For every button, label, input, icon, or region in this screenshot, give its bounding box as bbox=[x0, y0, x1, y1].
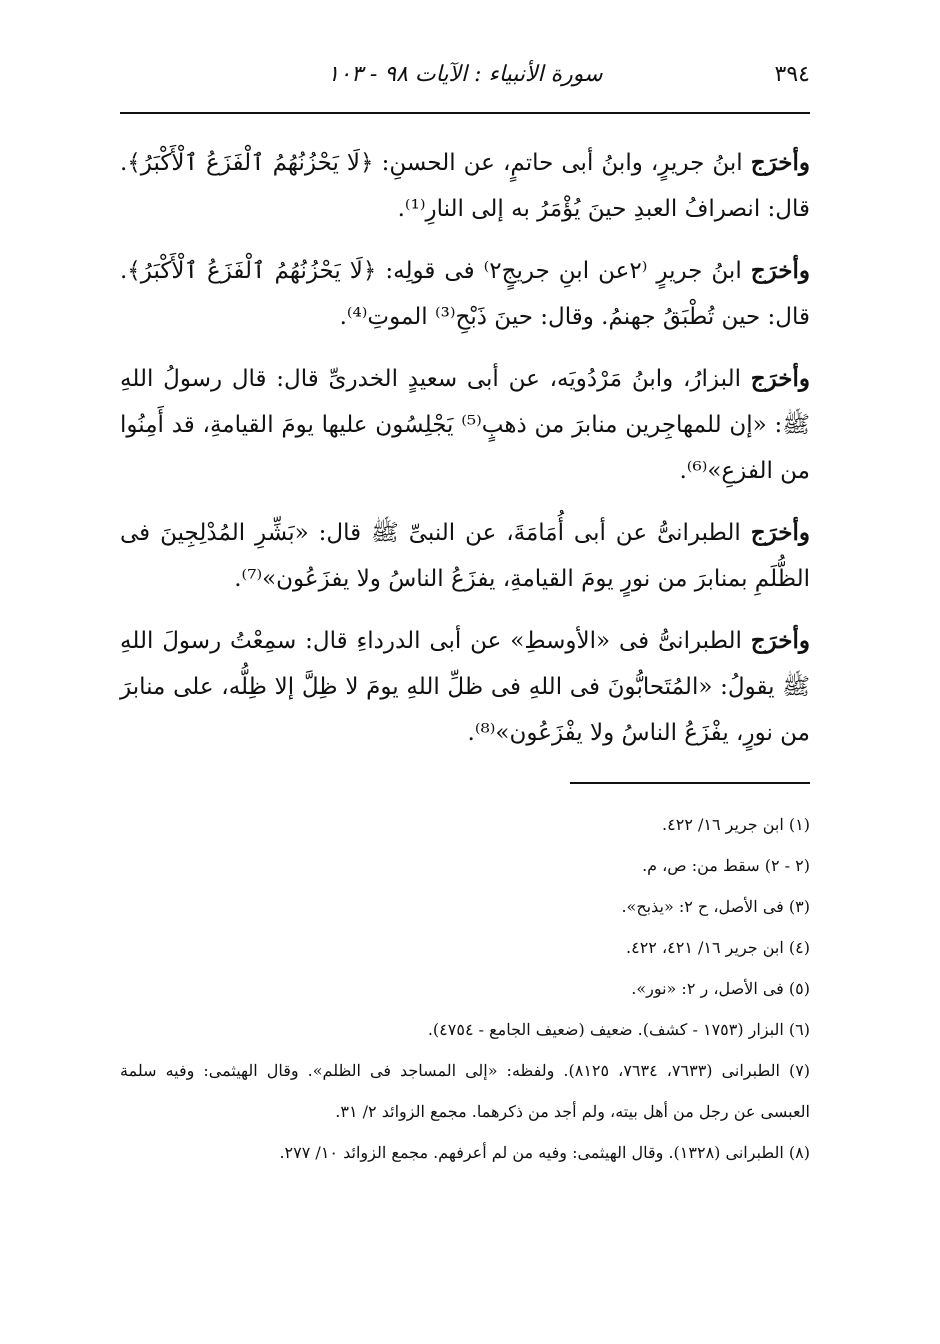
footnote: (١) ابن جرير ١٦/ ٤٢٢. bbox=[662, 815, 810, 834]
footnotes bbox=[120, 804, 810, 1173]
running-header bbox=[120, 50, 810, 112]
footnote: (٥) فى الأصل، ر ٢: «نور». bbox=[631, 979, 810, 998]
paragraph bbox=[120, 140, 810, 232]
paragraph-lead: وأخرَج bbox=[750, 257, 811, 284]
paragraph bbox=[120, 356, 810, 494]
paragraph bbox=[120, 510, 810, 602]
header-rule bbox=[120, 112, 810, 114]
paragraph-text: ابنُ جريرٍ ⁽٢عن ابنِ جريجٍ٢⁾ فى قولِه: ﴿لَا يَحْزُنُهُمُ ٱلْفَزَعُ ٱلْأَكْبَرُ﴾. قال: حين تُطْبَقُ جهنمُ. وقال: حينَ ذَبْحِ⁽³⁾ الموتِ⁽⁴⁾. bbox=[120, 258, 810, 330]
footnote: (٢ - ٢) سقط من: ص، م. bbox=[642, 856, 810, 875]
footnote: (٦) البزار (١٧٥٣ - كشف). ضعيف (ضعيف الجامع - ٤٧٥٤). bbox=[427, 1020, 810, 1039]
paragraph bbox=[120, 618, 810, 756]
main-text bbox=[120, 140, 810, 756]
footnote: (٤) ابن جرير ١٦/ ٤٢١، ٤٢٢. bbox=[626, 938, 810, 957]
paragraph-lead: وأخرَج bbox=[750, 365, 810, 392]
paragraph-text: ابنُ جريرٍ، وابنُ أبى حاتمٍ، عن الحسنِ: ﴿لَا يَحْزُنُهُمُ ٱلْفَزَعُ ٱلْأَكْبَرُ﴾. قال: انصرافُ العبدِ حينَ يُؤْمَرُ به إلى النارِ⁽¹⁾. bbox=[120, 150, 810, 222]
footnote-rule bbox=[570, 782, 810, 784]
surah-title: سورة الأنبياء : الآيات ٩٨ - ١٠٣ bbox=[327, 62, 603, 87]
paragraph-lead: وأخرَج bbox=[750, 627, 810, 654]
paragraph-lead: وأخرَج bbox=[750, 519, 810, 546]
book-page bbox=[120, 50, 810, 1173]
paragraph-text: الطبرانىُّ عن أبى أُمَامَةَ، عن النبىِّ ﷺ قال: «بَشِّرِ المُدْلِجِينَ فى الظُّلَمِ بمنابرَ من نورٍ يومَ القيامةِ، يفزَعُ الناسُ ولا يفزَعُون»⁽⁷⁾. bbox=[120, 520, 810, 592]
paragraph-text: الطبرانىُّ فى «الأوسطِ» عن أبى الدرداءِ قال: سمِعْتُ رسولَ اللهِ ﷺ يقولُ: «المُتَحابُّونَ فى اللهِ فى ظلِّ اللهِ يومَ لا ظِلَّ إلا ظِلُّه، على منابرَ من نورٍ، يفْزَعُ الناسُ ولا يفْزَعُون»⁽⁸⁾. bbox=[120, 628, 810, 746]
paragraph bbox=[120, 248, 810, 340]
footnote: (٧) الطبرانى (٧٦٣٣، ٧٦٣٤، ٨١٢٥). ولفظه: «إلى المساجد فى الظلم». وقال الهيثمى: وفيه سلمة العبسى عن رجل من أهل بيته، ولم أجد من ذكرهما. مجمع الزوائد ٢/ ٣١. bbox=[120, 1061, 811, 1121]
footnote: (٣) فى الأصل، ح ٢: «يذبح». bbox=[621, 897, 810, 916]
paragraph-lead: وأخرَج bbox=[750, 149, 810, 176]
footnote: (٨) الطبرانى (١٣٢٨). وقال الهيثمى: وفيه من لم أعرفهم. مجمع الزوائد ١٠/ ٢٧٧. bbox=[279, 1143, 810, 1162]
paragraph-text: البزارُ، وابنُ مَرْدُويَه، عن أبى سعيدٍ الخدرىِّ قال: قال رسولُ اللهِ ﷺ: «إن للمهاجِرين منابرَ من ذهبٍ⁽⁵⁾ يَجْلِسُون عليها يومَ القيامةِ، قد أَمِنُوا من الفزعِ»⁽⁶⁾. bbox=[120, 366, 810, 484]
page-number: ٣٩٤ bbox=[774, 62, 810, 87]
